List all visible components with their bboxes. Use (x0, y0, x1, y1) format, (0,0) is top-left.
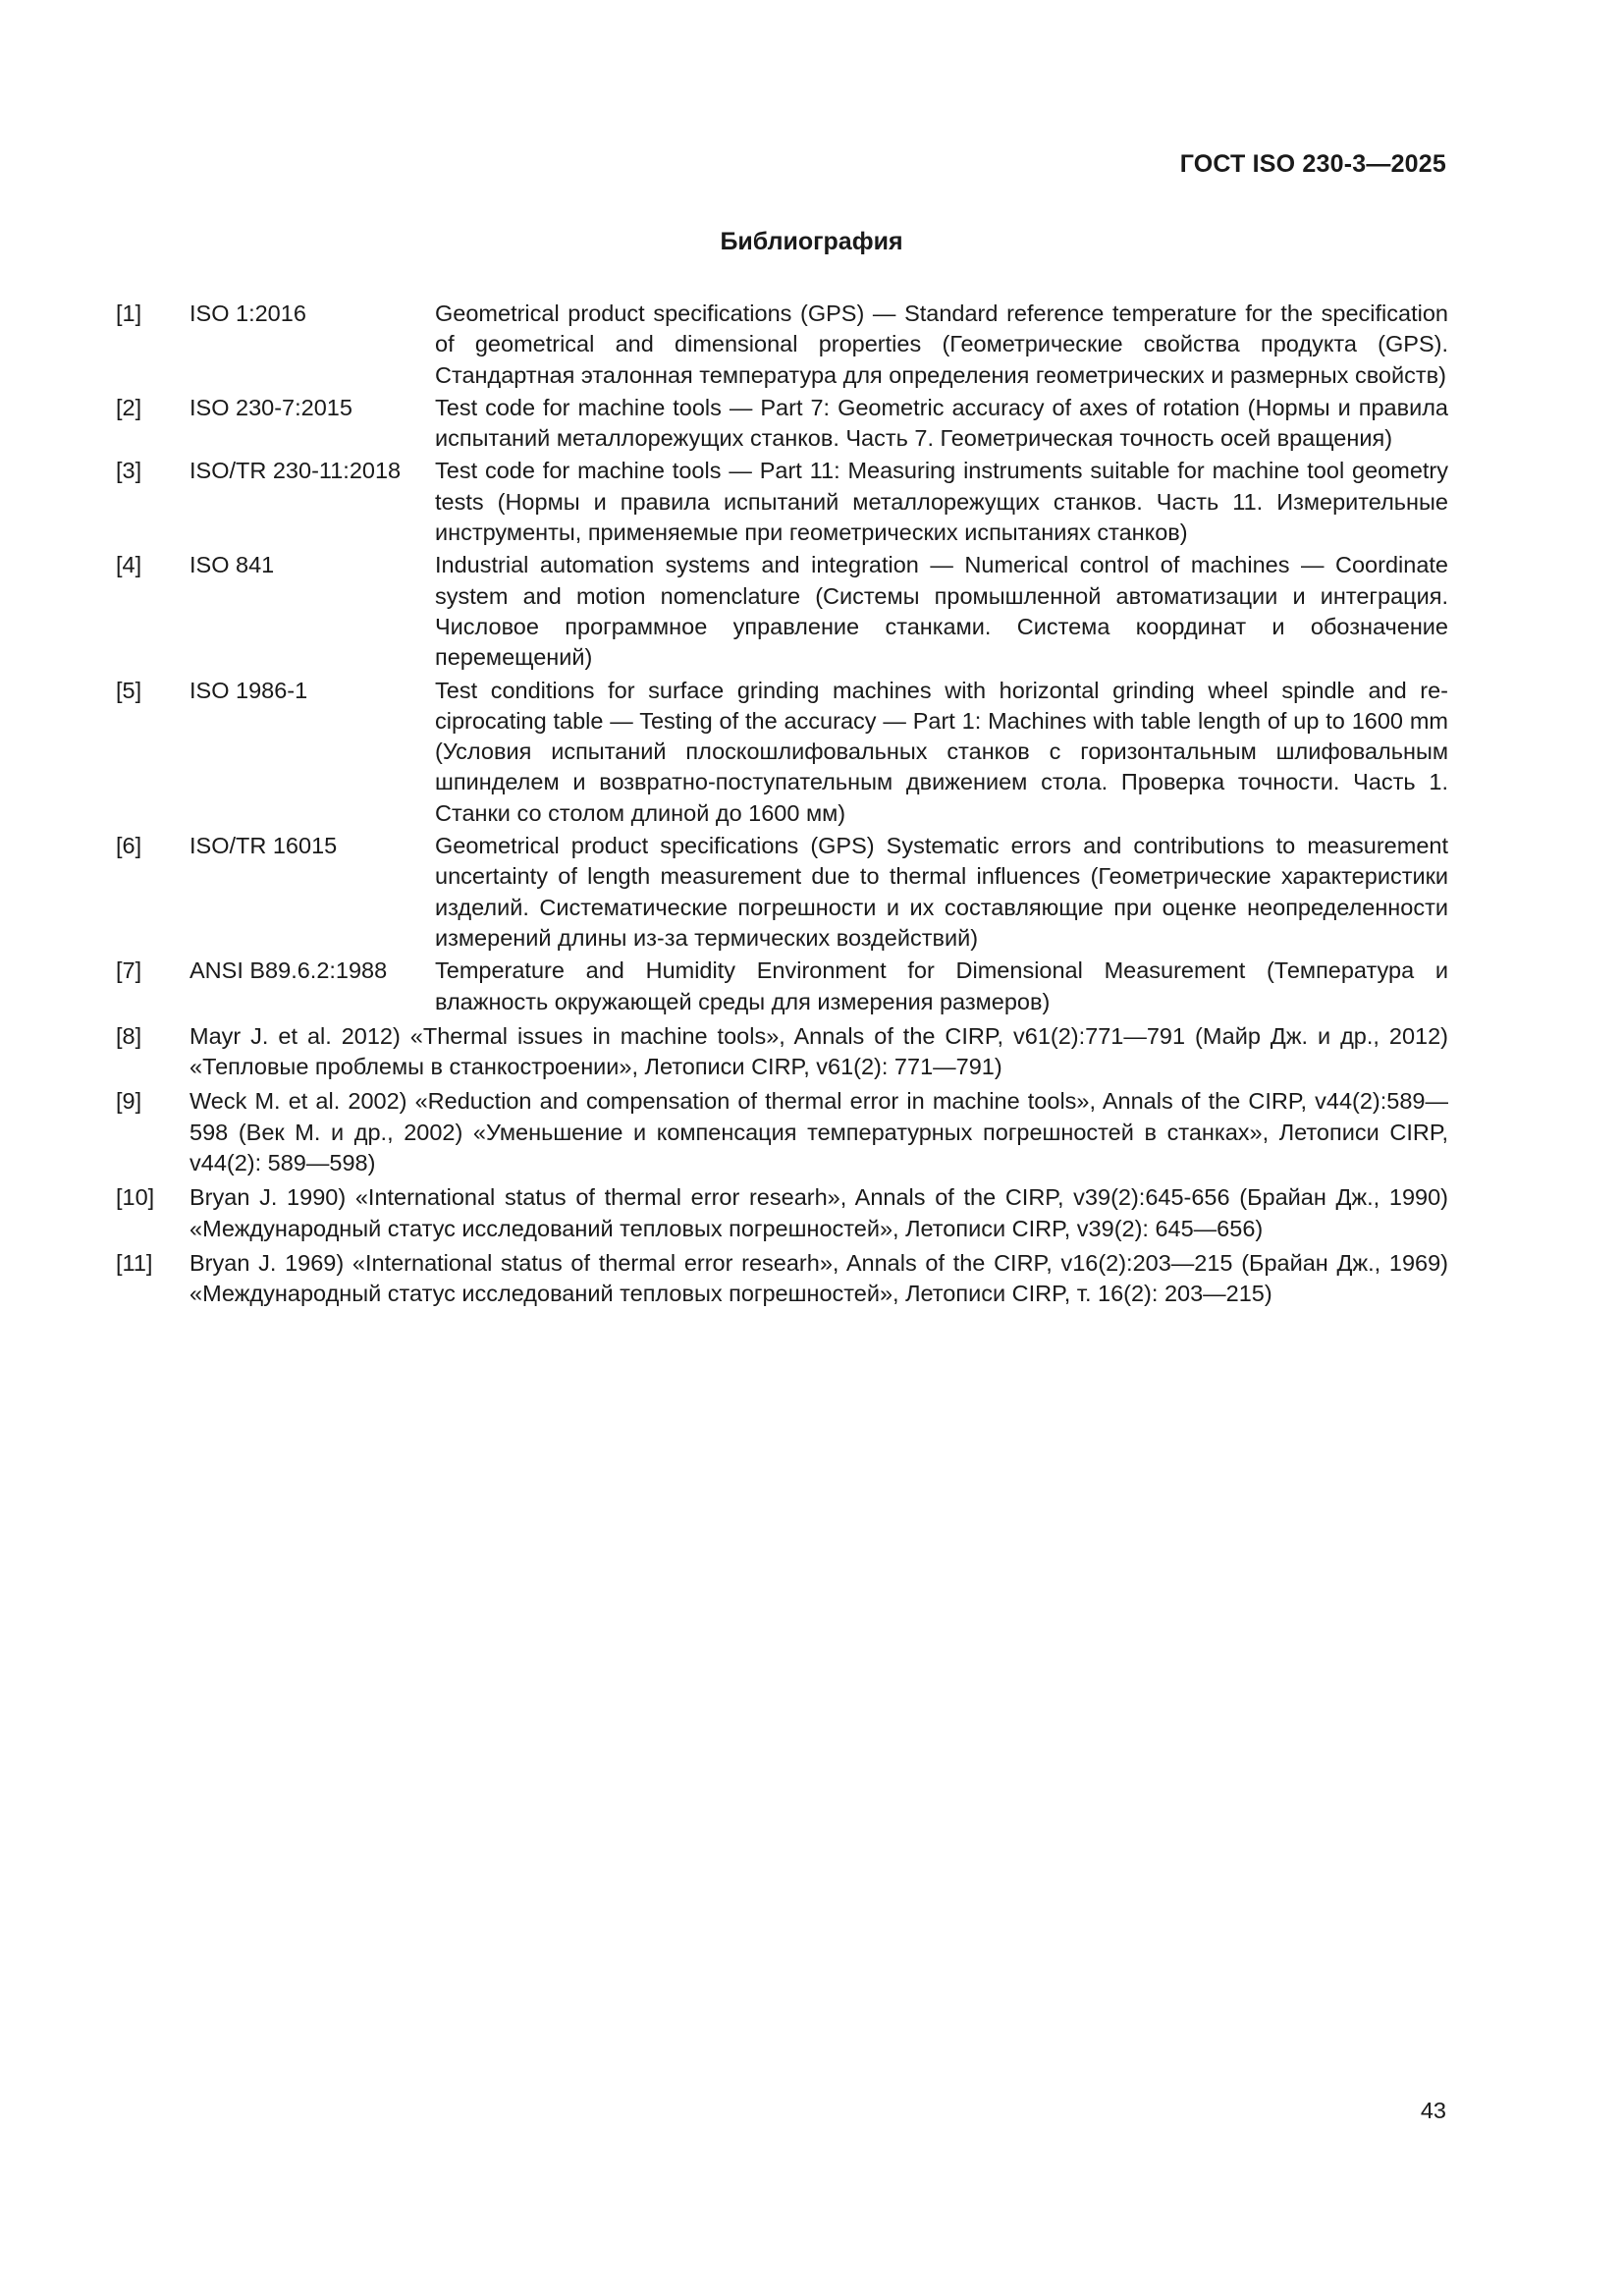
bibliography-entry (116, 299, 1448, 391)
entry-code: ISO 1986-1 (189, 677, 308, 703)
entry-text: Test conditions for surface grinding machines with horizontal grinding wheel spindle and reciprocating table — Testing of the accuracy — Part 1: Machines with table length of up to 1600 mm (Условия испытаний плоскошлифовальных станков с горизонтальным шлифовальным шпинделем и возвратно-поступательным движением стола. Проверка точности. Часть 1. Станки со столом длиной до 1600 мм) (435, 677, 1448, 826)
entry-code: ISO/TR 16015 (189, 833, 338, 859)
bibliography-entry (116, 676, 1448, 829)
entry-text: Mayr J. et al. 2012) «Thermal issues in machine tools», Annals of the CIRP, v61(2):771—791 (Майр Дж. и др., 2012) «Тепловые проблемы в станкостроении», Летописи CIRP, v61(2): 771—791) (189, 1022, 1448, 1080)
entry-number: [3] (116, 458, 142, 484)
entry-text: Temperature and Humidity Environment for Dimensional Measurement (Температура и влажность окружающей среды для измерения размеров) (435, 957, 1448, 1014)
entry-code: ISO 230-7:2015 (189, 394, 352, 420)
entry-number: [10] (116, 1184, 155, 1211)
bibliography-entry (116, 1021, 1448, 1083)
entry-number: [4] (116, 552, 142, 578)
bibliography-entry (116, 456, 1448, 548)
entry-text: Geometrical product specifications (GPS) — Standard reference temperature for the specification of geometrical and dimensional properties (Геометрические свойства продукта (GPS). Стандартная эталонная температура для определения геометрических и размерных свойств) (435, 301, 1448, 388)
entry-number: [5] (116, 677, 142, 703)
entry-number: [1] (116, 301, 142, 326)
page-number: 43 (1420, 2098, 1446, 2123)
entry-text: Geometrical product specifications (GPS) Systematic errors and contributions to measurement uncertainty of length measurement due to thermal influences (Геометрические характеристики изделий. Систематические погрешности и их составляющие при оценке неопределенности измерений длины из-за термических воздействий) (435, 833, 1448, 951)
entry-code: ISO/TR 230-11:2018 (189, 458, 402, 484)
entry-text: Weck M. et al. 2002) «Reduction and compensation of thermal error in machine tools», Annals of the CIRP, v44(2):589—598 (Век М. и др., 2002) «Уменьшение и компенсация температурных погрешностей в станках», Летописи CIRP, v44(2): 589—598) (189, 1088, 1448, 1176)
section-title: Библиография (720, 228, 903, 255)
entry-number: [8] (116, 1022, 142, 1049)
bibliography-entry (116, 1248, 1448, 1310)
bibliography-entry (116, 1182, 1448, 1244)
entry-number: [7] (116, 957, 142, 984)
bibliography-entry (116, 956, 1448, 1017)
entry-code: ANSI B89.6.2:1988 (189, 957, 388, 984)
document-id: ГОСТ ISO 230-3—2025 (1179, 150, 1446, 178)
entry-text: Bryan J. 1990) «International status of thermal error researh», Annals of the CIRP, v39(2):645-656 (Брайан Дж., 1990) «Международный статус исследований тепловых погрешностей», Летописи CIRP, v39(2): 645—656) (189, 1184, 1448, 1241)
entry-number: [6] (116, 833, 142, 859)
entry-number: [11] (116, 1249, 153, 1276)
entry-text: Test code for machine tools — Part 7: Geometric accuracy of axes of rotation (Нормы и правила испытаний металлорежущих станков. Часть 7. Геометрическая точность осей вращения) (435, 394, 1448, 452)
entry-text: Test code for machine tools — Part 11: Measuring instruments suitable for machine tool geometry tests (Нормы и правила испытаний металлорежущих станков. Часть 11. Измерительные инструменты, применяемые при геометрических испытаниях станков) (435, 458, 1448, 546)
entry-text: Industrial automation systems and integration — Numerical control of machines — Coordinate system and motion nomenclature (Системы промышленной автоматизации и интеграция. Числовое программное управление станками. Система координат и обозначение перемещений) (435, 552, 1448, 671)
entry-number: [9] (116, 1088, 142, 1115)
entry-number: [2] (116, 394, 142, 420)
entry-text: Bryan J. 1969) «International status of thermal error researh», Annals of the CIRP, v16(2):203—215 (Брайан Дж., 1969) «Международный статус исследований тепловых погрешностей», Летописи CIRP, т. 16(2): 203—215) (189, 1249, 1448, 1307)
bibliography-entry (116, 1086, 1448, 1178)
entry-code: ISO 1:2016 (189, 301, 306, 326)
entry-code: ISO 841 (189, 552, 275, 578)
bibliography-entry (116, 393, 1448, 455)
bibliography-entry (116, 550, 1448, 673)
bibliography-entry (116, 831, 1448, 954)
bibliography-list (116, 299, 1448, 1314)
